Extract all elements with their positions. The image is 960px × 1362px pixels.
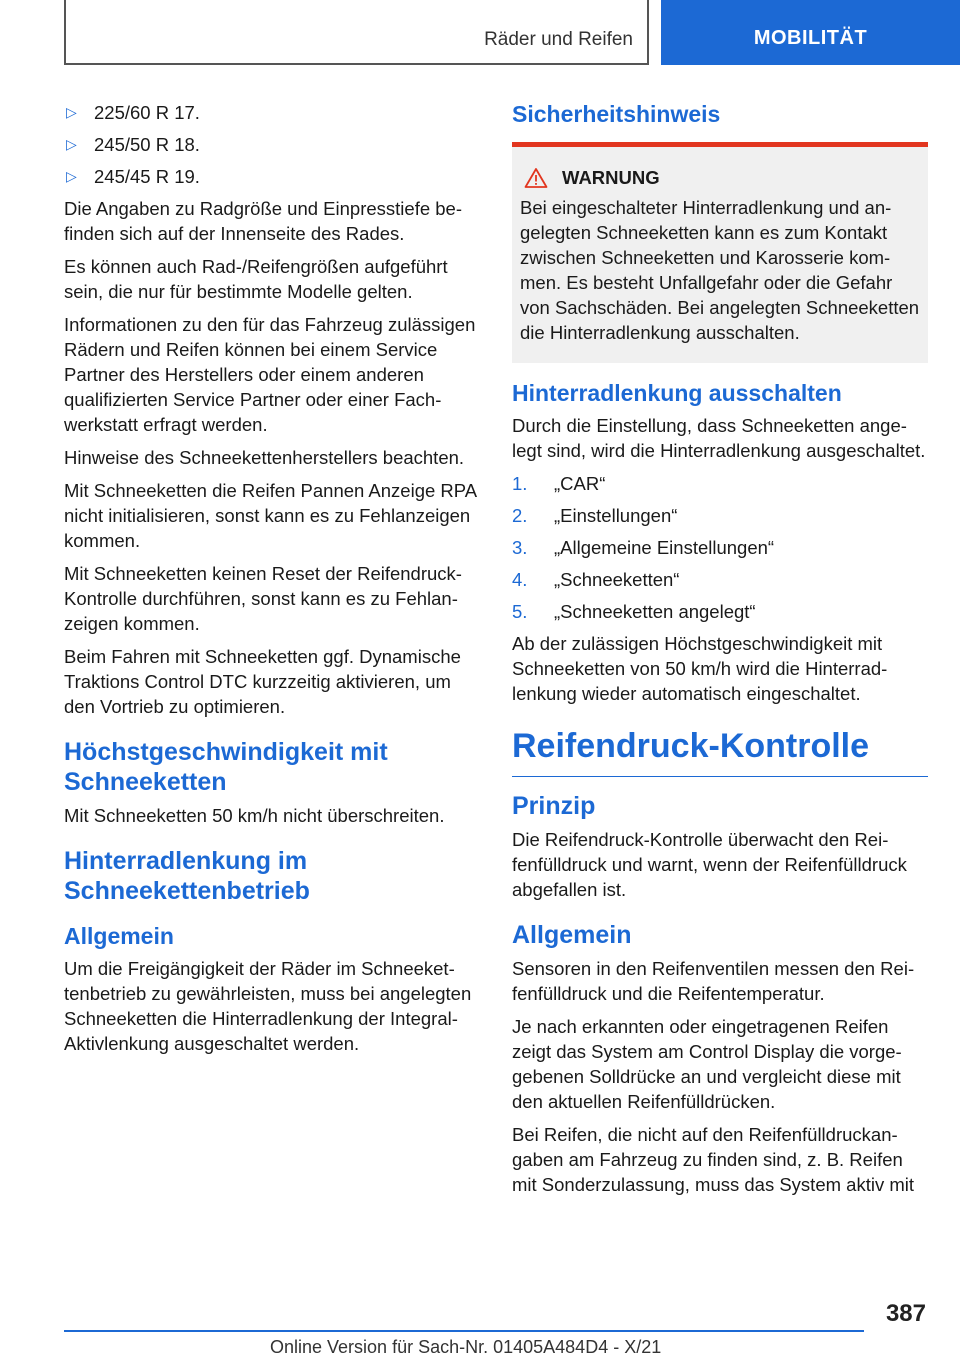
paragraph: Mit Schneeketten keinen Reset der Reifendruck-Kontrolle durchführen, sonst kann es zu Fehlanzeigen kommen. xyxy=(64,563,462,634)
paragraph: Je nach erkannten oder eingetragenen Reifen zeigt das System am Control Display die vorgegebenen Solldrücke an und vergleicht diese mit den aktuellen Reifenfülldrücken. xyxy=(512,1016,902,1112)
heading-tire-pressure-monitor: Reifendruck-Kontrolle xyxy=(512,726,928,777)
step-number: 5. xyxy=(512,601,528,622)
warning-box xyxy=(512,142,928,363)
chapter-tab[interactable]: MOBILITÄT xyxy=(661,0,960,65)
list-item: ▷ 245/50 R 18. xyxy=(66,134,200,155)
header-section-box xyxy=(64,0,649,65)
step-number: 1. xyxy=(512,473,528,494)
heading-max-speed: Höchstgeschwindigkeit mit Schneeketten xyxy=(64,738,388,796)
paragraph: Durch die Einstellung, dass Schneeketten angelegt sind, wird die Hinterradlenkung ausgeschaltet. xyxy=(512,415,926,461)
footer-divider xyxy=(64,1330,864,1332)
step-item: 4. „Schneeketten“ xyxy=(512,569,680,590)
paragraph: Sensoren in den Reifenventilen messen den Reifenfülldruck und die Reifentemperatur. xyxy=(512,958,915,1004)
paragraph: Beim Fahren mit Schneeketten ggf. Dynamische Traktions Control DTC kurzzeitig aktivieren, um den Vortrieb zu optimieren. xyxy=(64,646,461,717)
warning-triangle-icon xyxy=(524,167,548,189)
triangle-bullet-icon: ▷ xyxy=(66,168,77,184)
step-item: 1. „CAR“ xyxy=(512,473,606,494)
heading-principle: Prinzip xyxy=(512,792,596,820)
heading-general: Allgemein xyxy=(64,923,174,949)
heading-disable-rear-steering: Hinterradlenkung ausschalten xyxy=(512,380,842,406)
heading-safety-note: Sicherheitshinweis xyxy=(512,101,721,127)
paragraph: Um die Freigängigkeit der Räder im Schneekettenbetrieb zu gewährleisten, muss bei angelegten Schneeketten die Hinterradlenkung der Integral-Aktivlenkung ausgeschaltet werden. xyxy=(64,958,472,1054)
right-column xyxy=(512,100,928,1205)
paragraph: Mit Schneeketten 50 km/h nicht überschreiten. xyxy=(64,805,445,826)
paragraph: Ab der zulässigen Höchstgeschwindigkeit mit Schneeketten von 50 km/h wird die Hinterradlenkung wieder automatisch eingeschaltet. xyxy=(512,633,888,704)
footer-online-version: Online Version für Sach-Nr. 01405A484D4 - X/21 xyxy=(270,1337,662,1357)
steps-list xyxy=(512,471,928,624)
list-item: ▷ 225/60 R 17. xyxy=(66,102,200,123)
step-item: 3. „Allgemeine Einstellungen“ xyxy=(512,537,775,558)
tire-size-list xyxy=(64,100,478,189)
paragraph: Hinweise des Schneekettenherstellers beachten. xyxy=(64,447,465,468)
paragraph: Bei Reifen, die nicht auf den Reifenfülldruckangaben am Fahrzeug zu finden sind, z. B. Reifen mit Sonderzulassung, muss das System aktiv mit xyxy=(512,1124,915,1195)
paragraph: Mit Schneeketten die Reifen Pannen Anzeige RPA nicht initialisieren, sonst kann es zu Fehlanzeigen kommen. xyxy=(64,480,477,551)
warning-header xyxy=(520,167,920,189)
left-column xyxy=(64,100,478,1064)
paragraph: Es können auch Rad-/Reifengrößen aufgeführt sein, die nur für bestimmte Modelle gelten. xyxy=(64,256,448,302)
step-number: 3. xyxy=(512,537,528,558)
warning-label: WARNUNG xyxy=(562,167,660,188)
heading-rear-steering-snow-chains: Hinterradlenkung im Schneekettenbetrieb xyxy=(64,847,310,905)
paragraph: Informationen zu den für das Fahrzeug zulässigen Rädern und Reifen können bei einem Service Partner des Herstellers oder einem anderen qualifizierten Service Partner oder einer Fachwerkstatt erfragt werden. xyxy=(64,314,476,435)
step-number: 2. xyxy=(512,505,528,526)
page-number: 387 xyxy=(885,1300,926,1327)
list-item: ▷ 245/45 R 19. xyxy=(66,166,200,187)
step-number: 4. xyxy=(512,569,528,590)
triangle-bullet-icon: ▷ xyxy=(66,104,77,120)
section-title: Räder und Reifen xyxy=(484,29,633,50)
heading-general: Allgemein xyxy=(512,921,632,949)
paragraph: Die Angaben zu Radgröße und Einpresstiefe befinden sich auf der Innenseite des Rades. xyxy=(64,198,463,244)
warning-text: Bei eingeschalteter Hinterradlenkung und angelegten Schneeketten kann es zum Kontakt zwischen Schneeketten und Karosserie kommen. Es besteht Unfallgefahr oder die Gefahr von Sachschäden. Bei angelegten Schneeketten die Hinterradlenkung ausschalten. xyxy=(520,197,920,343)
step-item: 5. „Schneeketten angelegt“ xyxy=(512,601,756,622)
triangle-bullet-icon: ▷ xyxy=(66,136,77,152)
paragraph: Die Reifendruck-Kontrolle überwacht den Reifenfülldruck und warnt, wenn der Reifenfülldruck abgefallen ist. xyxy=(512,829,907,900)
step-item: 2. „Einstellungen“ xyxy=(512,505,678,526)
